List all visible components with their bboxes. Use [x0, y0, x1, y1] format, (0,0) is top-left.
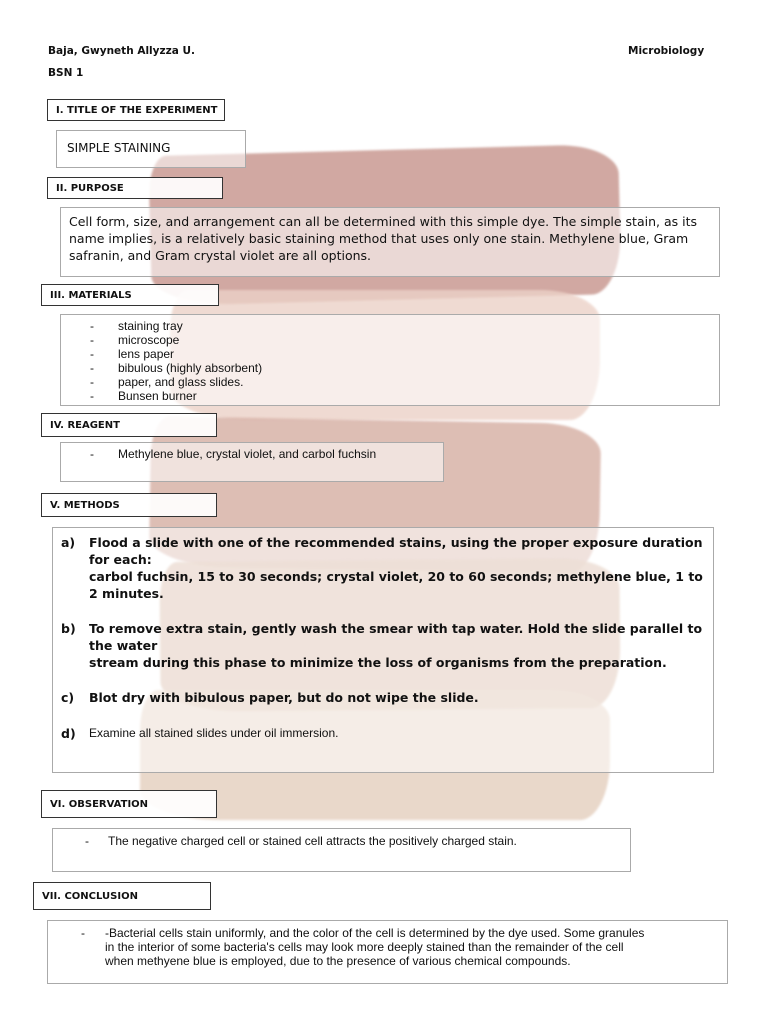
list-item: - lens paper	[90, 347, 175, 361]
reagent-list	[90, 447, 443, 461]
method-step: a) Flood a slide with one of the recommended stains, using the proper exposure duration for each: carbol fuchsin, 15 to 30 seconds; crystal violet, 20 to 60 seconds; methylene blue, 1 to 2 minutes.	[61, 535, 703, 601]
purpose-line: Cell form, size, and arrangement can all be determined with this simple dye. The simple stain, as its	[69, 214, 697, 229]
title-box	[56, 130, 246, 168]
purpose-line: name implies, is a relatively basic staining method that uses only one stain. Methylene blue, Gram	[69, 231, 689, 246]
observation-box	[52, 828, 631, 872]
conclusion-box	[47, 920, 728, 984]
list-item: - microscope	[90, 333, 180, 347]
list-item: - Methylene blue, crystal violet, and carbol fuchsin	[90, 447, 377, 461]
materials-list	[90, 319, 719, 403]
conclusion-dash: -	[81, 926, 85, 940]
reagent-box	[60, 442, 444, 482]
method-step: d) Examine all stained slides under oil immersion.	[61, 726, 339, 741]
list-item: - bibulous (highly absorbent)	[90, 361, 263, 375]
method-step: b) To remove extra stain, gently wash the smear with tap water. Hold the slide parallel to the water stream during this phase to minimize the loss of organisms from the preparation.	[61, 621, 703, 670]
methods-box	[52, 527, 714, 773]
list-item: - Bunsen burner	[90, 389, 197, 403]
section-label-purpose: II. PURPOSE	[47, 177, 223, 199]
section-label-conclusion: VII. CONCLUSION	[33, 882, 211, 910]
section-label-reagent: IV. REAGENT	[41, 413, 217, 437]
student-name: Baja, Gwyneth Allyzza U.	[48, 45, 195, 57]
conclusion-text: -Bacterial cells stain uniformly, and the color of the cell is determined by the dye used. Some granules in the interior of some bacteria's cells may look more deeply stained than the remainder of the cell when methyene blue is employed, due to the presence of various chemical compounds.	[105, 926, 645, 968]
list-item: - The negative charged cell or stained cell attracts the positively charged stain.	[85, 834, 517, 848]
course-name: Microbiology	[628, 45, 705, 57]
purpose-line: safranin, and Gram crystal violet are all options.	[69, 248, 372, 263]
year-level: BSN 1	[48, 67, 84, 79]
section-label-observation: VI. OBSERVATION	[41, 790, 217, 818]
materials-box	[60, 314, 720, 406]
section-label-materials: III. MATERIALS	[41, 284, 219, 306]
experiment-title: SIMPLE STAINING	[67, 141, 171, 155]
method-step: c) Blot dry with bibulous paper, but do not wipe the slide.	[61, 690, 479, 705]
purpose-box	[60, 207, 720, 277]
section-label-methods: V. METHODS	[41, 493, 217, 517]
section-label-title: I. TITLE OF THE EXPERIMENT	[47, 99, 225, 121]
list-item: - paper, and glass slides.	[90, 375, 244, 389]
observation-list	[85, 834, 630, 848]
list-item: - staining tray	[90, 319, 183, 333]
